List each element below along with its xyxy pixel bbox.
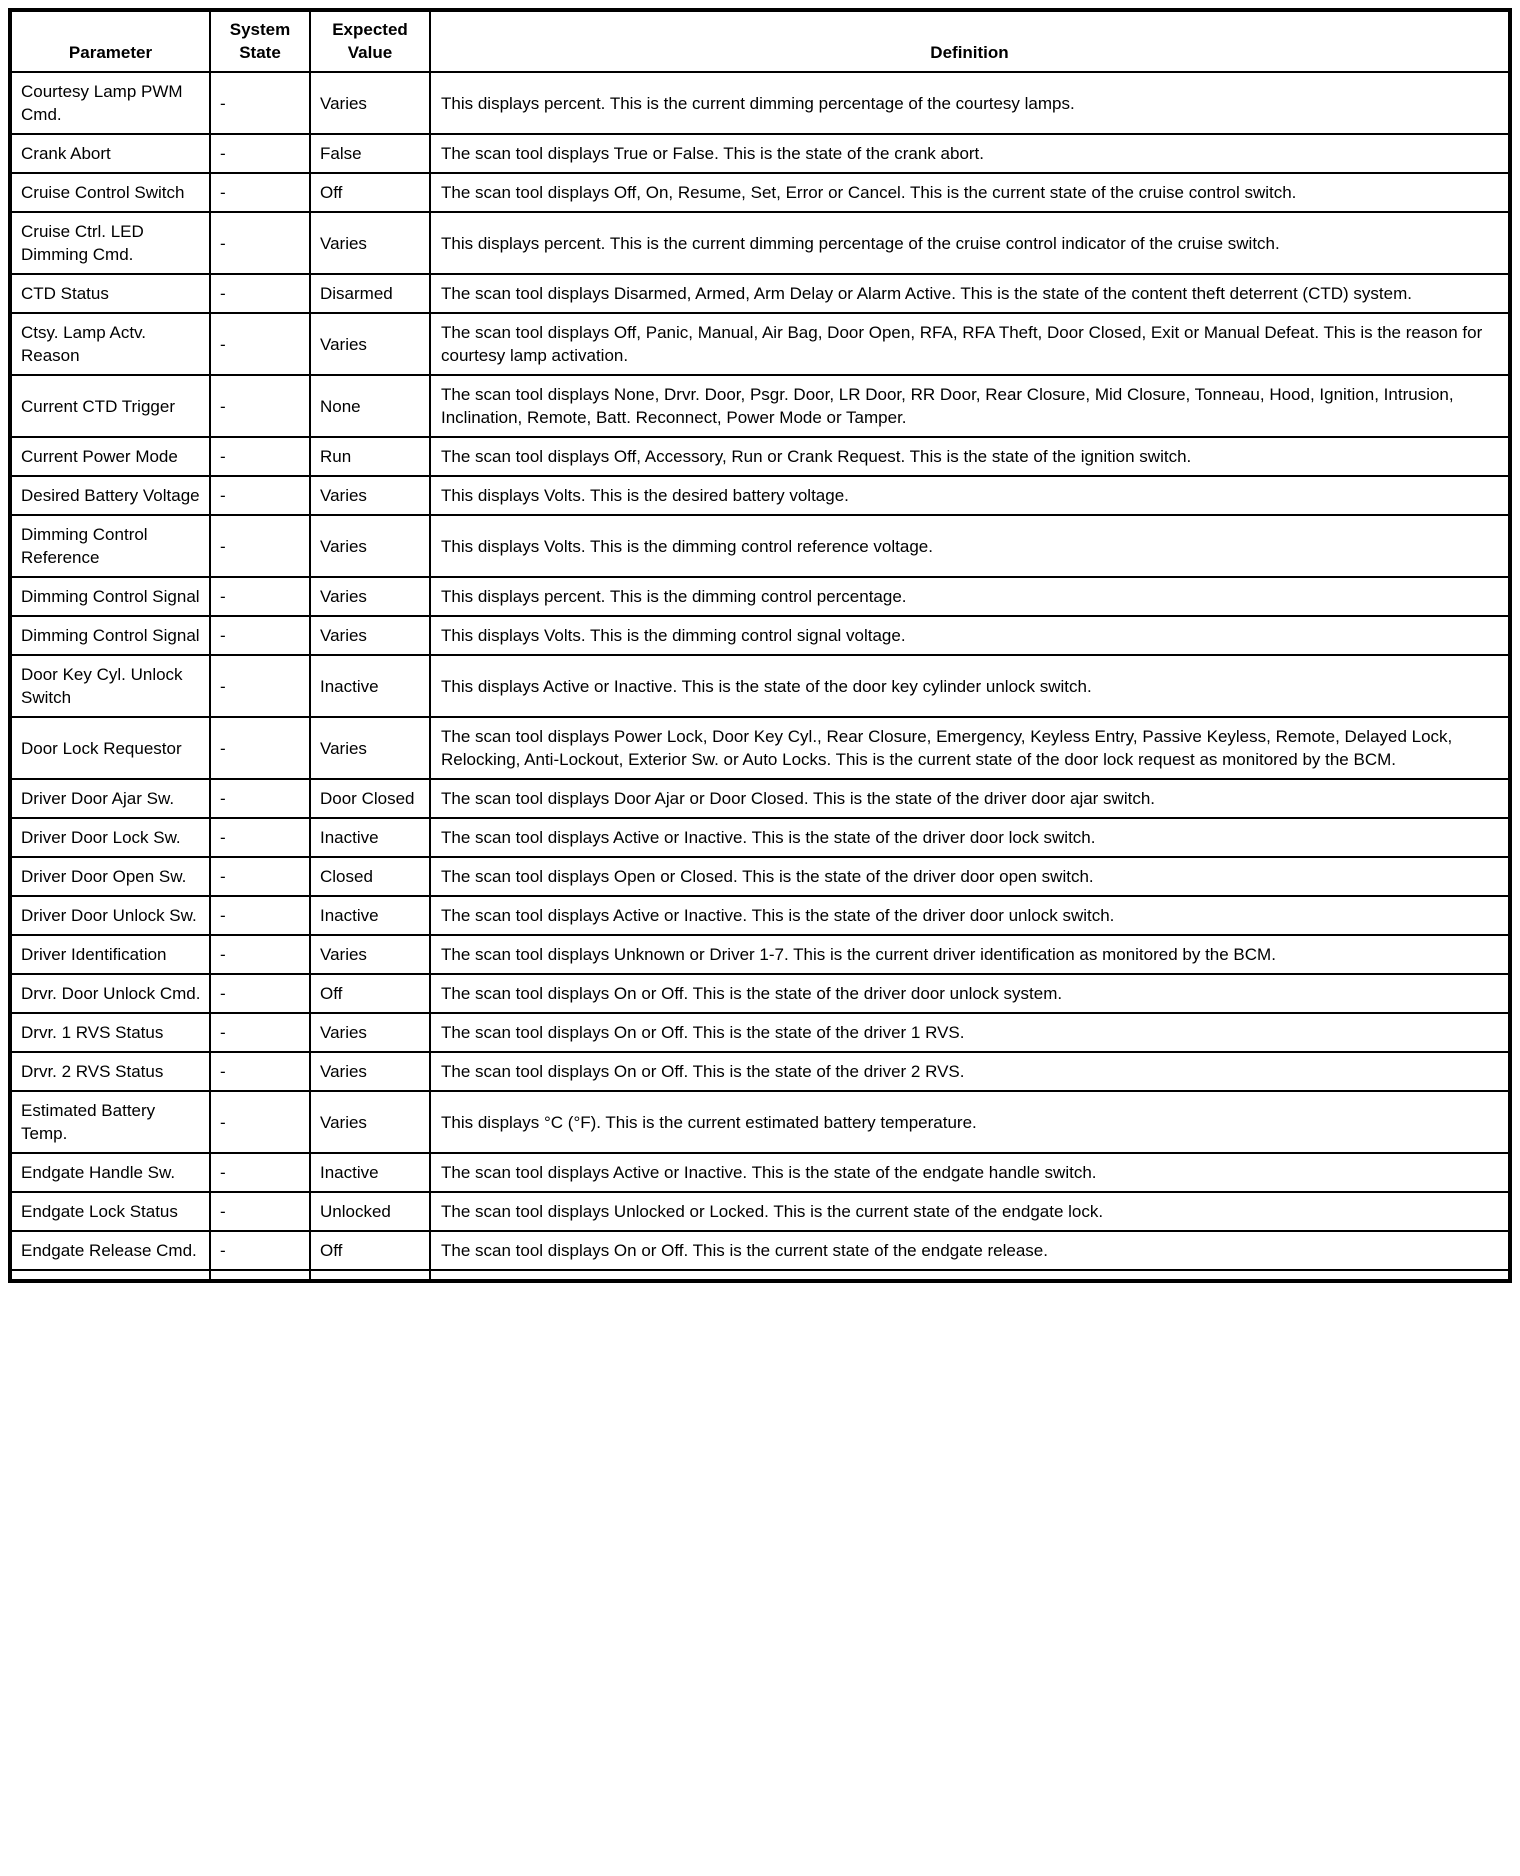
table-row (10, 717, 1510, 779)
cell-empty (210, 1270, 310, 1281)
cell-expected-value: Varies (310, 313, 430, 375)
cell-parameter: Ctsy. Lamp Actv. Reason (10, 313, 210, 375)
cell-parameter: Driver Identification (10, 935, 210, 974)
cell-parameter: Driver Door Open Sw. (10, 857, 210, 896)
cell-system-state: - (210, 72, 310, 134)
cell-parameter: CTD Status (10, 274, 210, 313)
header-row (10, 10, 1510, 72)
cell-expected-value: Disarmed (310, 274, 430, 313)
cell-definition: This displays Active or Inactive. This is the state of the door key cylinder unlock switch. (430, 655, 1510, 717)
cell-definition: This displays Volts. This is the dimming control signal voltage. (430, 616, 1510, 655)
cell-parameter: Door Lock Requestor (10, 717, 210, 779)
cell-system-state: - (210, 1052, 310, 1091)
cell-expected-value: Inactive (310, 1153, 430, 1192)
cell-expected-value: Varies (310, 1013, 430, 1052)
cell-system-state: - (210, 717, 310, 779)
cell-system-state: - (210, 857, 310, 896)
cell-definition: The scan tool displays True or False. This is the state of the crank abort. (430, 134, 1510, 173)
cell-parameter: Current Power Mode (10, 437, 210, 476)
cell-system-state: - (210, 577, 310, 616)
cell-system-state: - (210, 1231, 310, 1270)
cell-parameter: Dimming Control Signal (10, 616, 210, 655)
cell-system-state: - (210, 779, 310, 818)
table-header (10, 10, 1510, 72)
table-row (10, 655, 1510, 717)
cell-system-state: - (210, 515, 310, 577)
cell-expected-value: Closed (310, 857, 430, 896)
cell-expected-value: Varies (310, 935, 430, 974)
table-row (10, 515, 1510, 577)
table-row (10, 212, 1510, 274)
cell-system-state: - (210, 212, 310, 274)
cell-definition: This displays °C (°F). This is the current estimated battery temperature. (430, 1091, 1510, 1153)
cell-system-state: - (210, 818, 310, 857)
cell-definition: The scan tool displays Unknown or Driver 1-7. This is the current driver identification as monitored by the BCM. (430, 935, 1510, 974)
cell-parameter: Estimated Battery Temp. (10, 1091, 210, 1153)
cell-definition: The scan tool displays Off, Panic, Manual, Air Bag, Door Open, RFA, RFA Theft, Door Closed, Exit or Manual Defeat. This is the reason for courtesy lamp activation. (430, 313, 1510, 375)
cell-expected-value: Varies (310, 515, 430, 577)
cell-parameter: Endgate Release Cmd. (10, 1231, 210, 1270)
cell-definition: This displays percent. This is the current dimming percentage of the cruise control indicator of the cruise switch. (430, 212, 1510, 274)
table-row (10, 935, 1510, 974)
cell-expected-value: Varies (310, 717, 430, 779)
cell-expected-value: Varies (310, 72, 430, 134)
cell-system-state: - (210, 896, 310, 935)
cell-expected-value: Off (310, 974, 430, 1013)
cell-expected-value: Varies (310, 616, 430, 655)
cell-system-state: - (210, 616, 310, 655)
scan-tool-data-table (8, 8, 1512, 1283)
header-system-state: System State (210, 10, 310, 72)
table-row (10, 274, 1510, 313)
cell-expected-value: Off (310, 173, 430, 212)
cell-definition: This displays Volts. This is the desired battery voltage. (430, 476, 1510, 515)
cell-definition: The scan tool displays Active or Inactive. This is the state of the driver door lock switch. (430, 818, 1510, 857)
cell-parameter: Cruise Ctrl. LED Dimming Cmd. (10, 212, 210, 274)
table-row (10, 437, 1510, 476)
cell-parameter: Drvr. Door Unlock Cmd. (10, 974, 210, 1013)
table-row (10, 476, 1510, 515)
cell-expected-value: Varies (310, 212, 430, 274)
cell-system-state: - (210, 274, 310, 313)
cell-system-state: - (210, 313, 310, 375)
cell-system-state: - (210, 1192, 310, 1231)
cell-system-state: - (210, 935, 310, 974)
table-row (10, 577, 1510, 616)
cell-system-state: - (210, 476, 310, 515)
cell-empty (310, 1270, 430, 1281)
cell-expected-value: Inactive (310, 818, 430, 857)
cell-system-state: - (210, 1013, 310, 1052)
header-expected-value: Expected Value (310, 10, 430, 72)
cell-definition: The scan tool displays Open or Closed. This is the state of the driver door open switch. (430, 857, 1510, 896)
table-row (10, 134, 1510, 173)
cell-expected-value: None (310, 375, 430, 437)
cell-definition: The scan tool displays On or Off. This is the state of the driver 1 RVS. (430, 1013, 1510, 1052)
table-row (10, 1153, 1510, 1192)
table-row (10, 974, 1510, 1013)
table-row (10, 1192, 1510, 1231)
cell-parameter: Endgate Lock Status (10, 1192, 210, 1231)
cell-expected-value: Varies (310, 1052, 430, 1091)
cell-expected-value: Door Closed (310, 779, 430, 818)
cell-system-state: - (210, 134, 310, 173)
cell-definition: The scan tool displays Off, On, Resume, Set, Error or Cancel. This is the current state of the cruise control switch. (430, 173, 1510, 212)
cell-expected-value: Varies (310, 476, 430, 515)
table-row (10, 1091, 1510, 1153)
cell-definition: The scan tool displays Unlocked or Locked. This is the current state of the endgate lock. (430, 1192, 1510, 1231)
table-row (10, 313, 1510, 375)
table-row-empty (10, 1270, 1510, 1281)
cell-definition: The scan tool displays None, Drvr. Door, Psgr. Door, LR Door, RR Door, Rear Closure, Mid Closure, Tonneau, Hood, Ignition, Intrusion, Inclination, Remote, Batt. Reconnect, Power Mode or Tamper. (430, 375, 1510, 437)
table-row (10, 1052, 1510, 1091)
cell-definition: The scan tool displays Power Lock, Door Key Cyl., Rear Closure, Emergency, Keyless Entry, Passive Keyless, Remote, Delayed Lock, Relocking, Anti-Lockout, Exterior Sw. or Auto Locks. This is the current state of the door lock request as monitored by the BCM. (430, 717, 1510, 779)
cell-definition: The scan tool displays Active or Inactive. This is the state of the driver door unlock switch. (430, 896, 1510, 935)
cell-system-state: - (210, 1091, 310, 1153)
table-row (10, 375, 1510, 437)
cell-expected-value: False (310, 134, 430, 173)
header-parameter: Parameter (10, 10, 210, 72)
cell-parameter: Dimming Control Reference (10, 515, 210, 577)
cell-parameter: Drvr. 2 RVS Status (10, 1052, 210, 1091)
cell-definition: The scan tool displays Active or Inactive. This is the state of the endgate handle switch. (430, 1153, 1510, 1192)
cell-expected-value: Off (310, 1231, 430, 1270)
table-row (10, 72, 1510, 134)
table-row (10, 818, 1510, 857)
cell-parameter: Dimming Control Signal (10, 577, 210, 616)
cell-system-state: - (210, 974, 310, 1013)
cell-expected-value: Inactive (310, 896, 430, 935)
cell-definition: This displays Volts. This is the dimming control reference voltage. (430, 515, 1510, 577)
cell-system-state: - (210, 173, 310, 212)
cell-parameter: Crank Abort (10, 134, 210, 173)
cell-expected-value: Varies (310, 1091, 430, 1153)
table-body (10, 72, 1510, 1281)
header-definition: Definition (430, 10, 1510, 72)
cell-definition: The scan tool displays Door Ajar or Door Closed. This is the state of the driver door ajar switch. (430, 779, 1510, 818)
cell-expected-value: Run (310, 437, 430, 476)
cell-parameter: Desired Battery Voltage (10, 476, 210, 515)
cell-parameter: Driver Door Lock Sw. (10, 818, 210, 857)
table-row (10, 1231, 1510, 1270)
cell-parameter: Cruise Control Switch (10, 173, 210, 212)
cell-expected-value: Inactive (310, 655, 430, 717)
table-row (10, 1013, 1510, 1052)
cell-system-state: - (210, 375, 310, 437)
cell-definition: The scan tool displays Disarmed, Armed, Arm Delay or Alarm Active. This is the state of the content theft deterrent (CTD) system. (430, 274, 1510, 313)
cell-definition: This displays percent. This is the dimming control percentage. (430, 577, 1510, 616)
cell-empty (430, 1270, 1510, 1281)
table-row (10, 173, 1510, 212)
table-row (10, 896, 1510, 935)
cell-definition: The scan tool displays On or Off. This is the state of the driver 2 RVS. (430, 1052, 1510, 1091)
table-row (10, 616, 1510, 655)
cell-parameter: Current CTD Trigger (10, 375, 210, 437)
cell-definition: The scan tool displays Off, Accessory, Run or Crank Request. This is the state of the ignition switch. (430, 437, 1510, 476)
cell-parameter: Driver Door Ajar Sw. (10, 779, 210, 818)
cell-system-state: - (210, 437, 310, 476)
cell-expected-value: Unlocked (310, 1192, 430, 1231)
cell-system-state: - (210, 655, 310, 717)
table-row (10, 857, 1510, 896)
cell-definition: This displays percent. This is the current dimming percentage of the courtesy lamps. (430, 72, 1510, 134)
cell-definition: The scan tool displays On or Off. This is the state of the driver door unlock system. (430, 974, 1510, 1013)
cell-system-state: - (210, 1153, 310, 1192)
cell-parameter: Drvr. 1 RVS Status (10, 1013, 210, 1052)
cell-parameter: Door Key Cyl. Unlock Switch (10, 655, 210, 717)
table-row (10, 779, 1510, 818)
cell-empty (10, 1270, 210, 1281)
cell-expected-value: Varies (310, 577, 430, 616)
cell-parameter: Courtesy Lamp PWM Cmd. (10, 72, 210, 134)
cell-definition: The scan tool displays On or Off. This is the current state of the endgate release. (430, 1231, 1510, 1270)
cell-parameter: Endgate Handle Sw. (10, 1153, 210, 1192)
cell-parameter: Driver Door Unlock Sw. (10, 896, 210, 935)
